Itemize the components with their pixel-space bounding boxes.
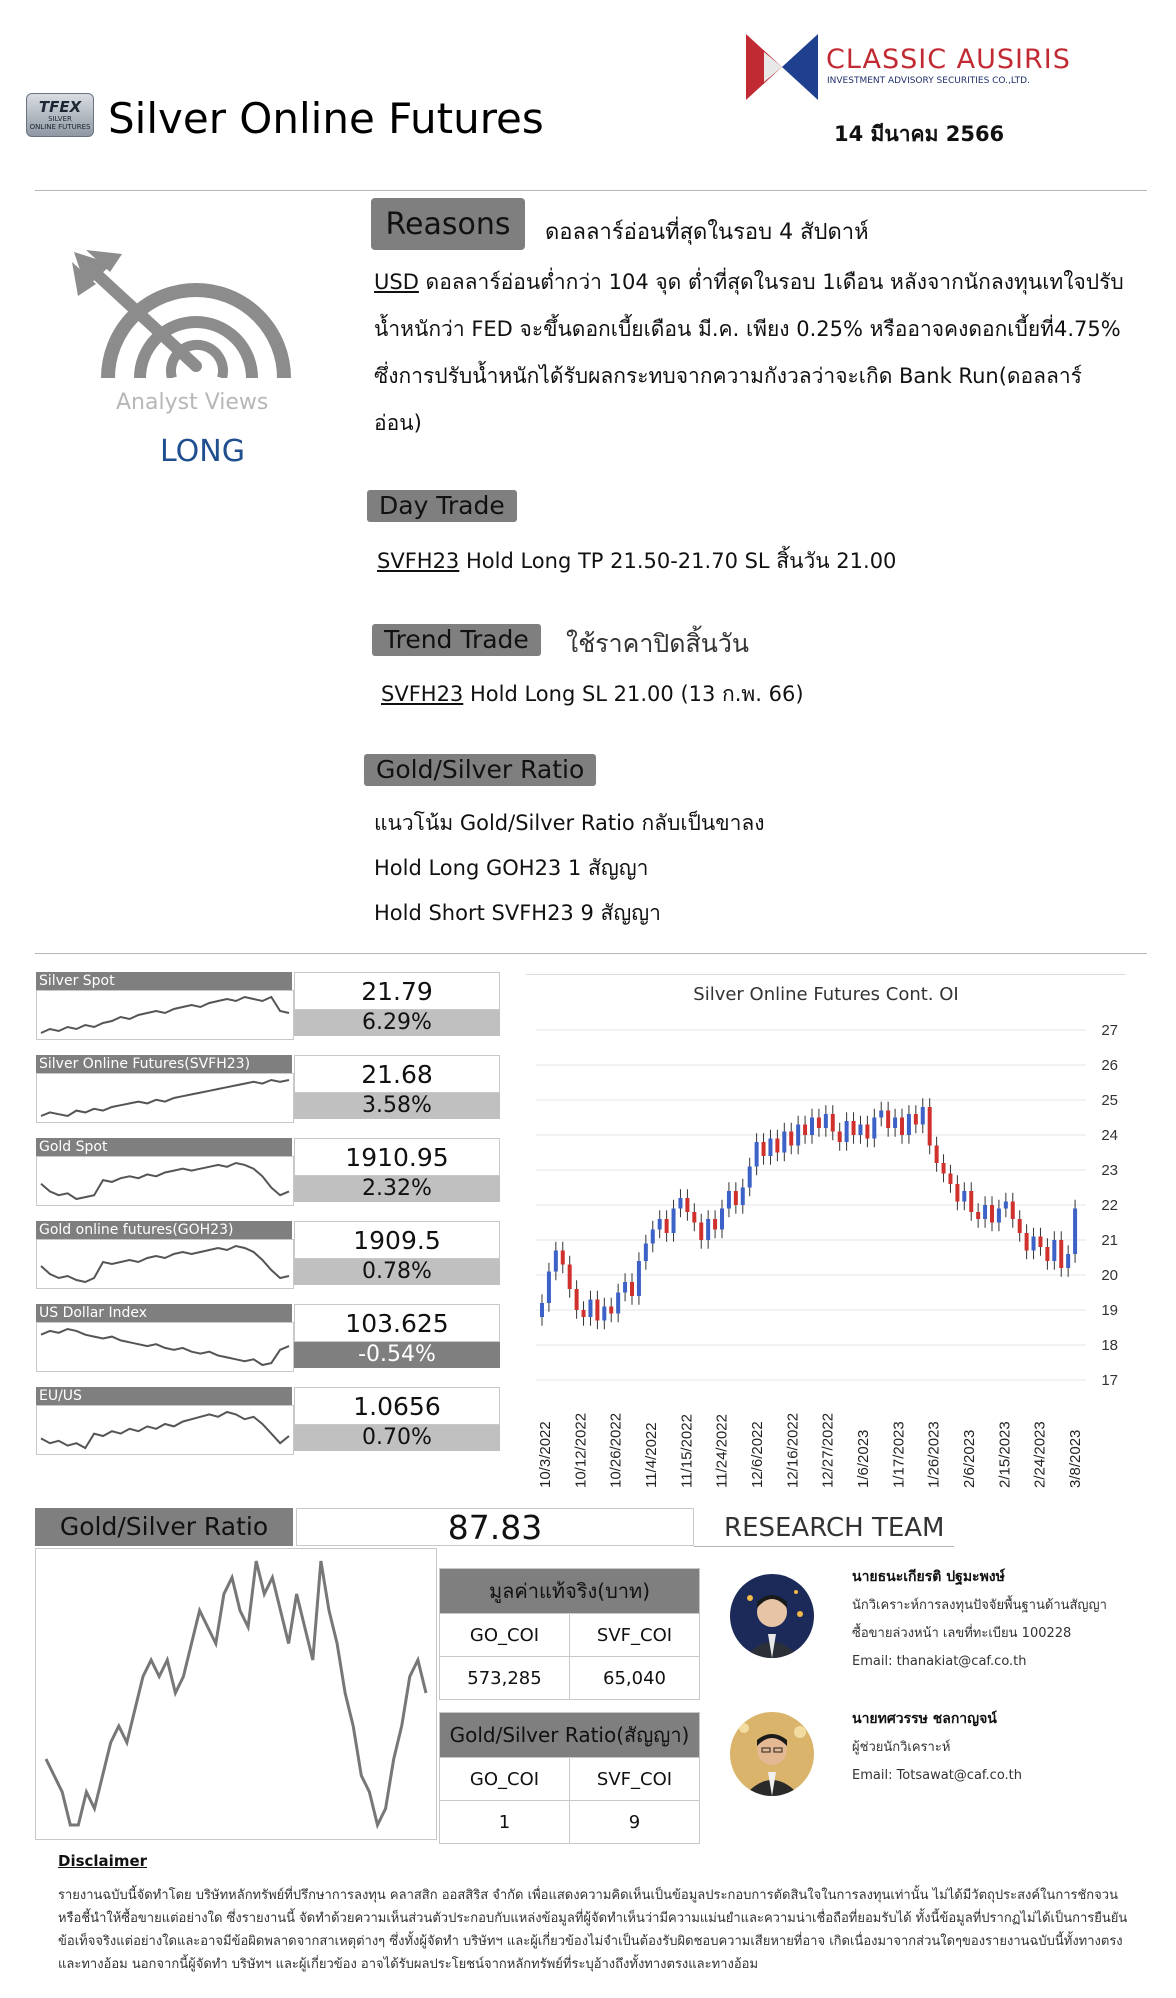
candle-body (678, 1198, 682, 1209)
day-trade-text: Hold Long TP 21.50-21.70 SL สิ้นวัน 21.00 (459, 549, 897, 573)
x-tick-label: 12/16/2022 (784, 1412, 802, 1488)
candle-body (900, 1118, 904, 1136)
candle-body (1032, 1237, 1036, 1251)
candle-body (997, 1209, 1001, 1223)
contracts-table (439, 1712, 700, 1844)
candle-body (588, 1300, 592, 1318)
x-tick-label: 12/27/2022 (819, 1412, 837, 1488)
sparkline-series (41, 1329, 289, 1365)
candle-body (907, 1114, 911, 1135)
candle-body (976, 1212, 980, 1219)
candle-body (831, 1114, 835, 1132)
coi-val-svf: 65,040 (570, 1657, 700, 1700)
gs-ratio-line-3: Hold Short SVFH23 9 สัญญา (374, 901, 661, 925)
market-name: EU/US (36, 1387, 292, 1405)
candle-body (768, 1139, 772, 1157)
analyst-views-label: Analyst Views (116, 390, 269, 415)
candle-body (962, 1191, 966, 1202)
market-price: 21.68 (294, 1055, 500, 1093)
candle-body (886, 1111, 890, 1129)
analyst-1-email[interactable]: Email: thanakiat@caf.co.th (852, 1654, 1027, 1669)
y-tick-label: 22 (1101, 1197, 1118, 1214)
candle-body (879, 1111, 883, 1118)
gold-silver-ratio-value: 87.83 (296, 1508, 694, 1546)
candle-body (616, 1293, 620, 1314)
candle-body (796, 1125, 800, 1146)
gs-ratio-line-2: Hold Long GOH23 1 สัญญา (374, 856, 649, 880)
sparkline-series (41, 1163, 289, 1199)
contracts-col-go: GO_COI (440, 1758, 570, 1801)
candle-body (637, 1261, 641, 1296)
sparkline-series (41, 1412, 289, 1448)
x-tick-label: 10/26/2022 (607, 1412, 625, 1488)
coi-val-go: 573,285 (440, 1657, 570, 1700)
candle-body (1004, 1202, 1008, 1209)
candle-body (1018, 1219, 1022, 1233)
candle-body (824, 1114, 828, 1128)
candle-body (727, 1191, 731, 1209)
brand-subtitle: INVESTMENT ADVISORY SECURITIES CO.,LTD. (827, 76, 1030, 86)
x-tick-label: 11/24/2022 (713, 1414, 731, 1488)
trend-trade-symbol[interactable]: SVFH23 (381, 682, 464, 706)
candle-body (575, 1289, 579, 1310)
candle-body (609, 1307, 613, 1314)
candle-body (1059, 1240, 1063, 1268)
candle-body (928, 1107, 932, 1146)
candle-body (803, 1125, 807, 1136)
research-team-title: RESEARCH TEAM (694, 1509, 954, 1547)
coi-col-go: GO_COI (440, 1614, 570, 1657)
usd-link[interactable]: USD (374, 270, 419, 294)
analyst-1-role: นักวิเคราะห์การลงทุนปัจจัยพื้นฐานด้านสัญญา (852, 1598, 1107, 1613)
market-sparkline (36, 1405, 294, 1455)
disclaimer-heading: Disclaimer (58, 1852, 148, 1870)
x-tick-label: 3/8/2023 (1067, 1429, 1084, 1488)
market-change: 6.29% (294, 1010, 500, 1036)
gs-ratio-line-1: แนวโน้ม Gold/Silver Ratio กลับเป็นขาลง (374, 811, 765, 835)
market-name: Silver Online Futures(SVFH23) (36, 1055, 292, 1073)
candle-body (755, 1142, 759, 1167)
y-tick-label: 18 (1101, 1337, 1118, 1354)
market-name: Gold Spot (36, 1138, 292, 1156)
section-divider (35, 953, 1147, 954)
candle-body (782, 1132, 786, 1153)
candle-body (561, 1251, 565, 1265)
brand-name: CLASSIC AUSIRIS (826, 44, 1071, 75)
report-date: 14 มีนาคม 2566 (834, 122, 1005, 146)
x-tick-label: 2/6/2023 (961, 1429, 978, 1488)
x-tick-label: 12/6/2022 (749, 1421, 766, 1488)
candle-body (602, 1307, 606, 1321)
candle-body (554, 1251, 558, 1272)
candle-body (699, 1223, 703, 1241)
reasons-line-4: อ่อน) (374, 411, 422, 435)
y-tick-label: 24 (1101, 1127, 1118, 1144)
candle-body (838, 1132, 842, 1143)
candle-body (1011, 1202, 1015, 1220)
market-price: 103.625 (294, 1304, 500, 1342)
market-change: 2.32% (294, 1176, 500, 1202)
y-tick-label: 23 (1101, 1162, 1118, 1179)
candle-body (692, 1212, 696, 1223)
candle-body (748, 1167, 752, 1188)
candle-body (845, 1121, 849, 1142)
candle-body (547, 1272, 551, 1304)
sparkline-series (41, 1246, 289, 1282)
y-tick-label: 27 (1101, 1022, 1118, 1039)
coi-col-svf: SVF_COI (570, 1614, 700, 1657)
market-sparkline (36, 1239, 294, 1289)
x-tick-label: 2/24/2023 (1031, 1421, 1049, 1488)
candle-body (858, 1125, 862, 1136)
candle-body (775, 1139, 779, 1153)
candle-body (1073, 1209, 1077, 1255)
candle-body (582, 1310, 586, 1317)
y-tick-label: 26 (1101, 1057, 1118, 1074)
candle-body (685, 1198, 689, 1212)
analyst-view-value: LONG (160, 434, 245, 469)
candle-body (1038, 1237, 1042, 1248)
candle-body (734, 1191, 738, 1205)
market-change: 0.70% (294, 1425, 500, 1451)
candle-body (810, 1118, 814, 1136)
candle-body (595, 1300, 599, 1321)
candle-body (921, 1107, 925, 1125)
gold-silver-ratio-tag: Gold/Silver Ratio (364, 754, 596, 786)
market-change: 3.58% (294, 1093, 500, 1119)
x-tick-label: 10/3/2022 (537, 1421, 554, 1488)
analyst-2-email[interactable]: Email: Totsawat@caf.co.th (852, 1768, 1023, 1783)
x-tick-label: 11/15/2022 (678, 1414, 696, 1488)
market-sparkline (36, 1156, 294, 1206)
candle-body (990, 1205, 994, 1223)
candle-body (983, 1205, 987, 1219)
market-name: Silver Spot (36, 972, 292, 990)
candle-body (817, 1118, 821, 1129)
disclaimer-line-1: รายงานฉบับนี้จัดทำโดย บริษัทหลักทรัพย์ที่ปรึกษาการลงทุน คลาสสิก ออสสิริส จำกัด เพื่อแสดงความคิดเห็นเป็นข้อมูลประกอบการตัดสินใจในการลงทุนเท่านั้น ไม่ได้มีวัตถุประสงค์ในการชักจวน (58, 1888, 1118, 1903)
candle-body (706, 1219, 710, 1240)
x-tick-label: 2/15/2023 (996, 1421, 1014, 1488)
disclaimer-line-4: และทางอ้อม นอกจากนี้ผู้จัดทำ บริษัทฯ และผู้เกี่ยวข้อง อาจได้รับผลประโยชน์จากหลักทรัพย์ที่ระบุอ้างถึงทั้งทางตรงและทางอ้อม (58, 1957, 759, 1972)
analyst-2-role: ผู้ช่วยนักวิเคราะห์ (852, 1740, 951, 1755)
classic-ausiris-logo-icon (744, 32, 820, 102)
x-tick-label: 1/17/2023 (890, 1421, 908, 1488)
tfex-logo (26, 93, 94, 137)
contracts-table-title: Gold/Silver Ratio(สัญญา) (440, 1713, 700, 1758)
reasons-line-3: ซึ่งการปรับน้ำหนักได้รับผลกระทบจากความกังวลว่าจะเกิด Bank Run(ดอลลาร์ (374, 364, 1082, 388)
disclaimer-line-3: ข้อเท็จจริงแต่อย่างใดและอาจมีข้อผิดพลาดจากสาเหตุต่างๆ ซึ่งทั้งผู้จัดทำ บริษัทฯ และผู้เกี่ยวข้องไม่จำเป็นต้องรับผิดชอบความเสียหายที่อาจ เกิดเนื่องมาจากส่วนใดๆของรายงานฉบับนี้ทั้งทางตรง (58, 1934, 1123, 1949)
candle-chart-title: Silver Online Futures Cont. OI (693, 984, 959, 1005)
y-tick-label: 19 (1101, 1302, 1118, 1319)
header-divider (35, 190, 1147, 191)
reasons-line-2: น้ำหนักว่า FED จะขึ้นดอกเบี้ยเดือน มี.ค. เพียง 0.25% หรืออาจคงดอกเบี้ยที่4.75% (374, 317, 1121, 341)
day-trade-tag: Day Trade (367, 490, 517, 522)
candle-body (935, 1146, 939, 1164)
contracts-col-svf: SVF_COI (570, 1758, 700, 1801)
candle-chart (526, 1010, 1126, 1490)
candle-body (658, 1219, 662, 1230)
candle-body (623, 1282, 627, 1293)
candle-body (651, 1230, 655, 1244)
sparkline-series (41, 997, 289, 1033)
sparkline-series (41, 1080, 289, 1116)
candle-body (665, 1219, 669, 1233)
market-change: 0.78% (294, 1259, 500, 1285)
candle-body (789, 1132, 793, 1146)
day-trade-symbol[interactable]: SVFH23 (377, 549, 460, 573)
market-price: 1910.95 (294, 1138, 500, 1176)
target-arrow-icon (70, 248, 292, 384)
market-price: 1909.5 (294, 1221, 500, 1259)
y-tick-label: 25 (1101, 1092, 1118, 1109)
candle-body (852, 1121, 856, 1135)
coi-table-title: มูลค่าแท้จริง(บาท) (440, 1569, 700, 1614)
disclaimer-line-2: หรือชี้นำให้ซื้อขายแต่อย่างใด ซึ่งรายงานนี้ จัดทำด้วยความเห็นส่วนตัวประกอบกับแหล่งข้อมูลที่ผู้จัดทำเห็นว่ามีความแม่นยำและความน่าเชื่อถือที่ยอมรับได้ ทั้งนี้ข้อมูลที่ปรากฏไม่ได้เป็นการยืนยัน (58, 1911, 1128, 1926)
trend-trade-tag: Trend Trade (372, 624, 541, 656)
candle-body (1052, 1240, 1056, 1261)
trend-trade-text: Hold Long SL 21.00 (13 ก.พ. 66) (463, 682, 804, 706)
candle-body (865, 1125, 869, 1139)
y-tick-label: 20 (1101, 1267, 1118, 1284)
market-sparkline (36, 1073, 294, 1123)
candle-body (672, 1209, 676, 1234)
reasons-line-1-text: ดอลลาร์อ่อนต่ำกว่า 104 จุด ต่ำที่สุดในรอบ 1เดือน หลังจากนักลงทุนเทใจปรับ (418, 270, 1124, 294)
candle-body (713, 1219, 717, 1230)
ratio-line-chart (35, 1548, 437, 1840)
market-sparkline (36, 990, 294, 1040)
market-sparkline (36, 1322, 294, 1372)
market-name: Gold online futures(GOH23) (36, 1221, 292, 1239)
candle-body (942, 1163, 946, 1174)
candle-body (568, 1265, 572, 1290)
candle-body (540, 1303, 544, 1317)
trend-trade-line (381, 678, 804, 711)
x-tick-label: 1/6/2023 (855, 1429, 872, 1488)
y-tick-label: 21 (1101, 1232, 1118, 1249)
analyst-1-name: นายธนะเกียรติ ปฐมะพงษ์ (852, 1569, 1005, 1585)
candle-body (893, 1118, 897, 1129)
candle-body (630, 1282, 634, 1296)
x-tick-label: 11/4/2022 (643, 1422, 660, 1488)
contracts-val-go: 1 (440, 1801, 570, 1844)
candle-body (1066, 1254, 1070, 1268)
analyst-2-name: นายทศวรรษ ชลกาญจน์ (852, 1711, 997, 1727)
market-name: US Dollar Index (36, 1304, 292, 1322)
candle-body (955, 1184, 959, 1202)
ratio-series-line (46, 1561, 426, 1825)
gold-silver-ratio-label: Gold/Silver Ratio (35, 1508, 293, 1546)
candle-body (1045, 1247, 1049, 1261)
candle-body (969, 1191, 973, 1212)
coi-value-table (439, 1568, 700, 1700)
candle-body (914, 1114, 918, 1125)
reasons-line-1 (374, 266, 1124, 299)
candle-body (1025, 1233, 1029, 1251)
candle-body (741, 1188, 745, 1206)
analyst-1-license: ซื้อขายล่วงหน้า เลขที่ทะเบียน 100228 (852, 1626, 1072, 1641)
trend-trade-note: ใช้ราคาปิดสิ้นวัน (566, 629, 749, 658)
analyst-photo-2 (730, 1712, 814, 1796)
tfex-logo-sub: SILVER (48, 114, 72, 123)
tfex-logo-sub2: ONLINE FUTURES (29, 122, 91, 131)
reasons-headline: ดอลลาร์อ่อนที่สุดในรอบ 4 สัปดาห์ (545, 220, 869, 245)
candle-body (872, 1118, 876, 1139)
tfex-logo-text: TFEX (38, 97, 82, 116)
y-tick-label: 17 (1101, 1372, 1118, 1389)
candle-body (762, 1142, 766, 1156)
reasons-tag: Reasons (371, 198, 525, 250)
x-tick-label: 1/26/2023 (925, 1421, 943, 1488)
analyst-photo-1 (730, 1574, 814, 1658)
candle-body (720, 1209, 724, 1230)
market-price: 21.79 (294, 972, 500, 1010)
day-trade-line (377, 545, 896, 578)
x-tick-label: 10/12/2022 (572, 1412, 590, 1488)
candle-body (948, 1174, 952, 1185)
market-change: -0.54% (294, 1342, 500, 1368)
contracts-val-svf: 9 (570, 1801, 700, 1844)
page-title: Silver Online Futures (108, 94, 544, 143)
market-price: 1.0656 (294, 1387, 500, 1425)
candle-body (644, 1244, 648, 1262)
